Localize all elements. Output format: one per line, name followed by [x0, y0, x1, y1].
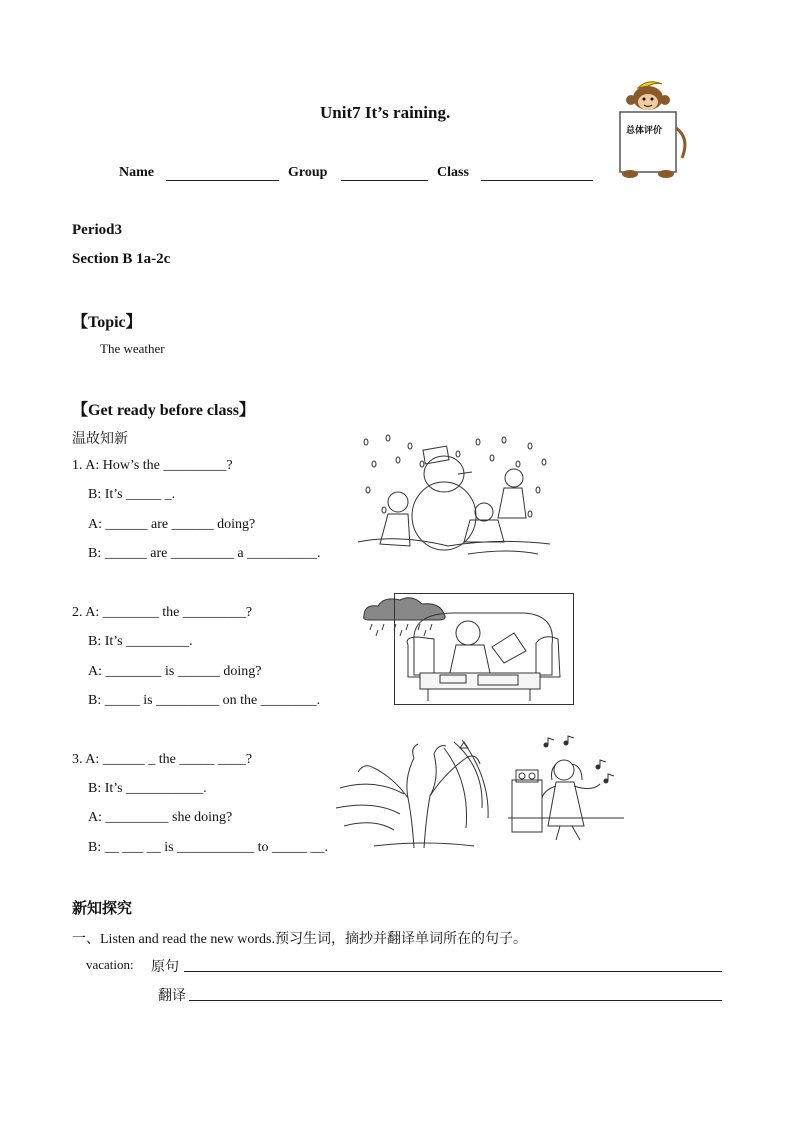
- translation-field[interactable]: [189, 1000, 722, 1001]
- q2-line1: 2. A: ________ the _________?: [72, 605, 253, 620]
- topic-heading: 【Topic】: [72, 314, 142, 331]
- topic-text: The weather: [100, 341, 165, 356]
- class-field[interactable]: [481, 180, 593, 181]
- monkey-sign-text: 总体评价: [626, 126, 663, 136]
- newknow-heading: 新知探究: [72, 899, 133, 917]
- newknow-instruction: [72, 928, 527, 948]
- girl-on-sofa-illustration: [394, 593, 574, 705]
- instruction-english: 一、Listen and read the new words.: [72, 932, 275, 947]
- original-sentence-label: 原句: [151, 959, 179, 975]
- translation-label: 翻译: [158, 988, 186, 1004]
- windy-tree-illustration: [334, 738, 494, 850]
- original-sentence-field[interactable]: [184, 971, 722, 972]
- q1-line2: B: It’s _____ _.: [88, 487, 176, 502]
- q1-line1: 1. A: How’s the _________?: [72, 458, 233, 473]
- instruction-chinese: 预习生词，摘抄并翻译单词所在的句子。: [274, 931, 527, 947]
- snowman-illustration: [358, 434, 550, 558]
- page-title: Unit7 It’s raining.: [320, 103, 451, 122]
- q2-line2: B: It’s _________.: [88, 634, 193, 649]
- q2-line3: A: ________ is ______ doing?: [88, 664, 262, 679]
- name-field[interactable]: [166, 180, 279, 181]
- section-label: Section B 1a-2c: [72, 251, 171, 267]
- review-label: 温故知新: [72, 431, 128, 447]
- q3-line2: B: It’s ___________.: [88, 781, 207, 796]
- q1-line4: B: ______ are _________ a __________.: [88, 546, 321, 561]
- q1-line3: A: ______ are ______ doing?: [88, 517, 256, 532]
- class-label: Class: [437, 165, 469, 180]
- q3-line1: 3. A: ______ _ the _____ ____?: [72, 752, 253, 767]
- girl-dancing-music-illustration: [508, 736, 624, 842]
- vocab-word: vacation:: [86, 957, 134, 972]
- period-label: Period3: [72, 222, 122, 238]
- ready-heading: 【Get ready before class】: [72, 402, 255, 419]
- group-label: Group: [288, 165, 328, 180]
- group-field[interactable]: [341, 180, 428, 181]
- name-label: Name: [119, 165, 154, 180]
- q3-line3: A: _________ she doing?: [88, 810, 233, 825]
- q2-line4: B: _____ is _________ on the ________.: [88, 693, 321, 708]
- q3-line4: B: __ ___ __ is ___________ to _____ __.: [88, 840, 328, 855]
